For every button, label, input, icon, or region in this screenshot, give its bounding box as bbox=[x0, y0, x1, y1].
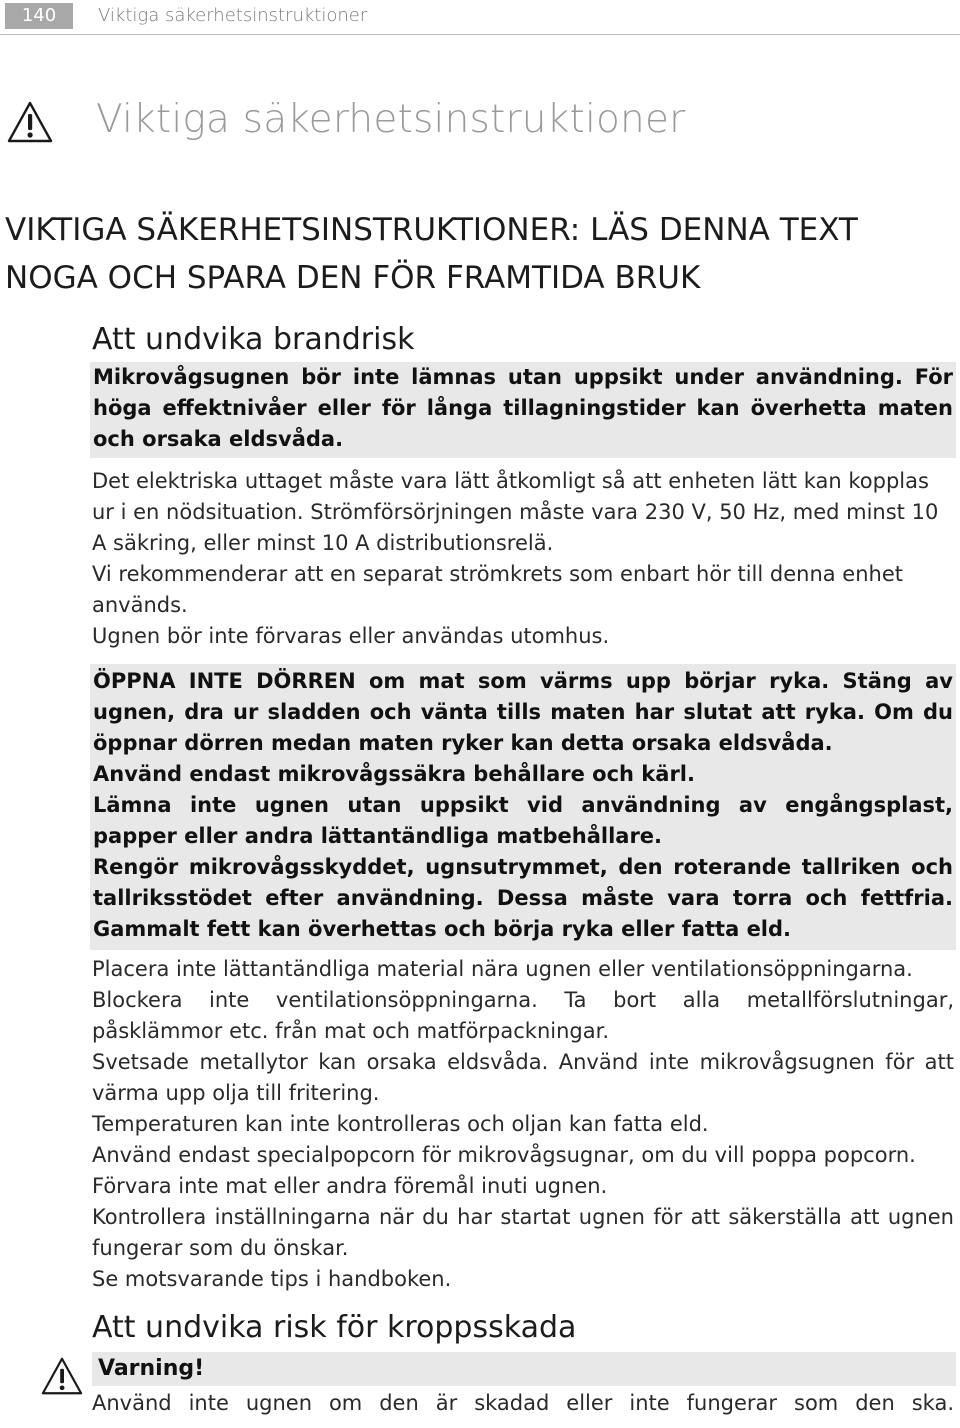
bold-paragraph: Använd endast mikrovågssäkra behållare och kärl. bbox=[93, 762, 695, 786]
paragraph: Använd inte ugnen om den är skadad eller inte fungerar som den ska. bbox=[92, 1391, 954, 1415]
paragraph: Se motsvarande tips i handboken. bbox=[92, 1267, 452, 1291]
page-header bbox=[0, 0, 960, 34]
paragraph: Förvara inte mat eller andra föremål inuti ugnen. bbox=[92, 1174, 608, 1198]
paragraph: Svetsade metallytor kan orsaka eldsvåda. Använd inte mikrovågsugnen för att värma upp olja till fritering. bbox=[92, 1050, 954, 1105]
paragraph: Vi rekommenderar att en separat strömkrets som enbart hör till denna enhet används. bbox=[92, 562, 903, 617]
safety-paragraphs bbox=[92, 954, 954, 1295]
injury-section-heading: Att undvika risk för kroppsskada bbox=[92, 1310, 577, 1345]
paragraph: Ugnen bör inte förvaras eller användas utomhus. bbox=[92, 624, 610, 648]
bold-paragraph: ÖPPNA INTE DÖRREN om mat som värms upp börjar ryka. Stäng av ugnen, dra ur sladden och vänta tills maten har slutat att ryka. Om du öppnar dörren medan maten ryker kan detta orsaka eldsvåda. bbox=[93, 669, 953, 755]
warning-label: Varning! bbox=[92, 1352, 956, 1386]
paragraph: Placera inte lättantändliga material nära ugnen eller ventilationsöppningarna. bbox=[92, 957, 913, 981]
paragraph: Kontrollera inställningarna när du har startat ugnen för att säkerställa att ugnen fungerar som du önskar. bbox=[92, 1205, 954, 1260]
bold-paragraph: Lämna inte ugnen utan uppsikt vid användning av engångsplast, papper eller andra lättantändliga matbehållare. bbox=[93, 793, 953, 848]
paragraph: Blockera inte ventilationsöppningarna. Ta bort alla metallförslutningar, påsklämmor etc. från mat och matförpackningar. bbox=[92, 988, 954, 1043]
bold-paragraph: Rengör mikrovågsskyddet, ugnsutrymmet, den roterande tallriken och tallriksstödet efter användning. Dessa måste vara torra och fettfria. Gammalt fett kan överhettas och börja ryka eller fatta eld. bbox=[93, 855, 953, 941]
electrical-paragraphs bbox=[92, 466, 954, 652]
running-title: Viktiga säkerhetsinstruktioner bbox=[98, 5, 368, 26]
fire-section-heading: Att undvika brandrisk bbox=[92, 322, 415, 357]
smoke-warning-block bbox=[90, 664, 956, 950]
header-rule bbox=[0, 34, 960, 35]
main-heading: VIKTIGA SÄKERHETSINSTRUKTIONER: LÄS DENNA TEXT NOGA OCH SPARA DEN FÖR FRAMTIDA BRUK bbox=[5, 212, 858, 296]
fire-warning-block bbox=[90, 362, 956, 458]
fire-warning-text: Mikrovågsugnen bör inte lämnas utan uppsikt under användning. För höga effektnivåer eller för långa tillagningstider kan överhetta maten och orsaka eldsvåda. bbox=[93, 365, 953, 451]
chapter-title: Viktiga säkerhetsinstruktioner bbox=[96, 97, 686, 142]
page-number: 140 bbox=[5, 3, 73, 29]
paragraph: Temperaturen kan inte kontrolleras och oljan kan fatta eld. bbox=[92, 1112, 709, 1136]
paragraph: Använd endast specialpopcorn för mikrovågsugnar, om du vill poppa popcorn. bbox=[92, 1143, 916, 1167]
warning-triangle-icon bbox=[40, 1356, 84, 1396]
paragraph: Det elektriska uttaget måste vara lätt åtkomligt så att enheten lätt kan kopplas ur i en nödsituation. Strömförsörjningen måste vara 230 V, 50 Hz, med minst 10 A säkring, eller minst 10 A distributionsrelä. bbox=[92, 469, 939, 555]
warning-triangle-icon bbox=[6, 100, 54, 144]
